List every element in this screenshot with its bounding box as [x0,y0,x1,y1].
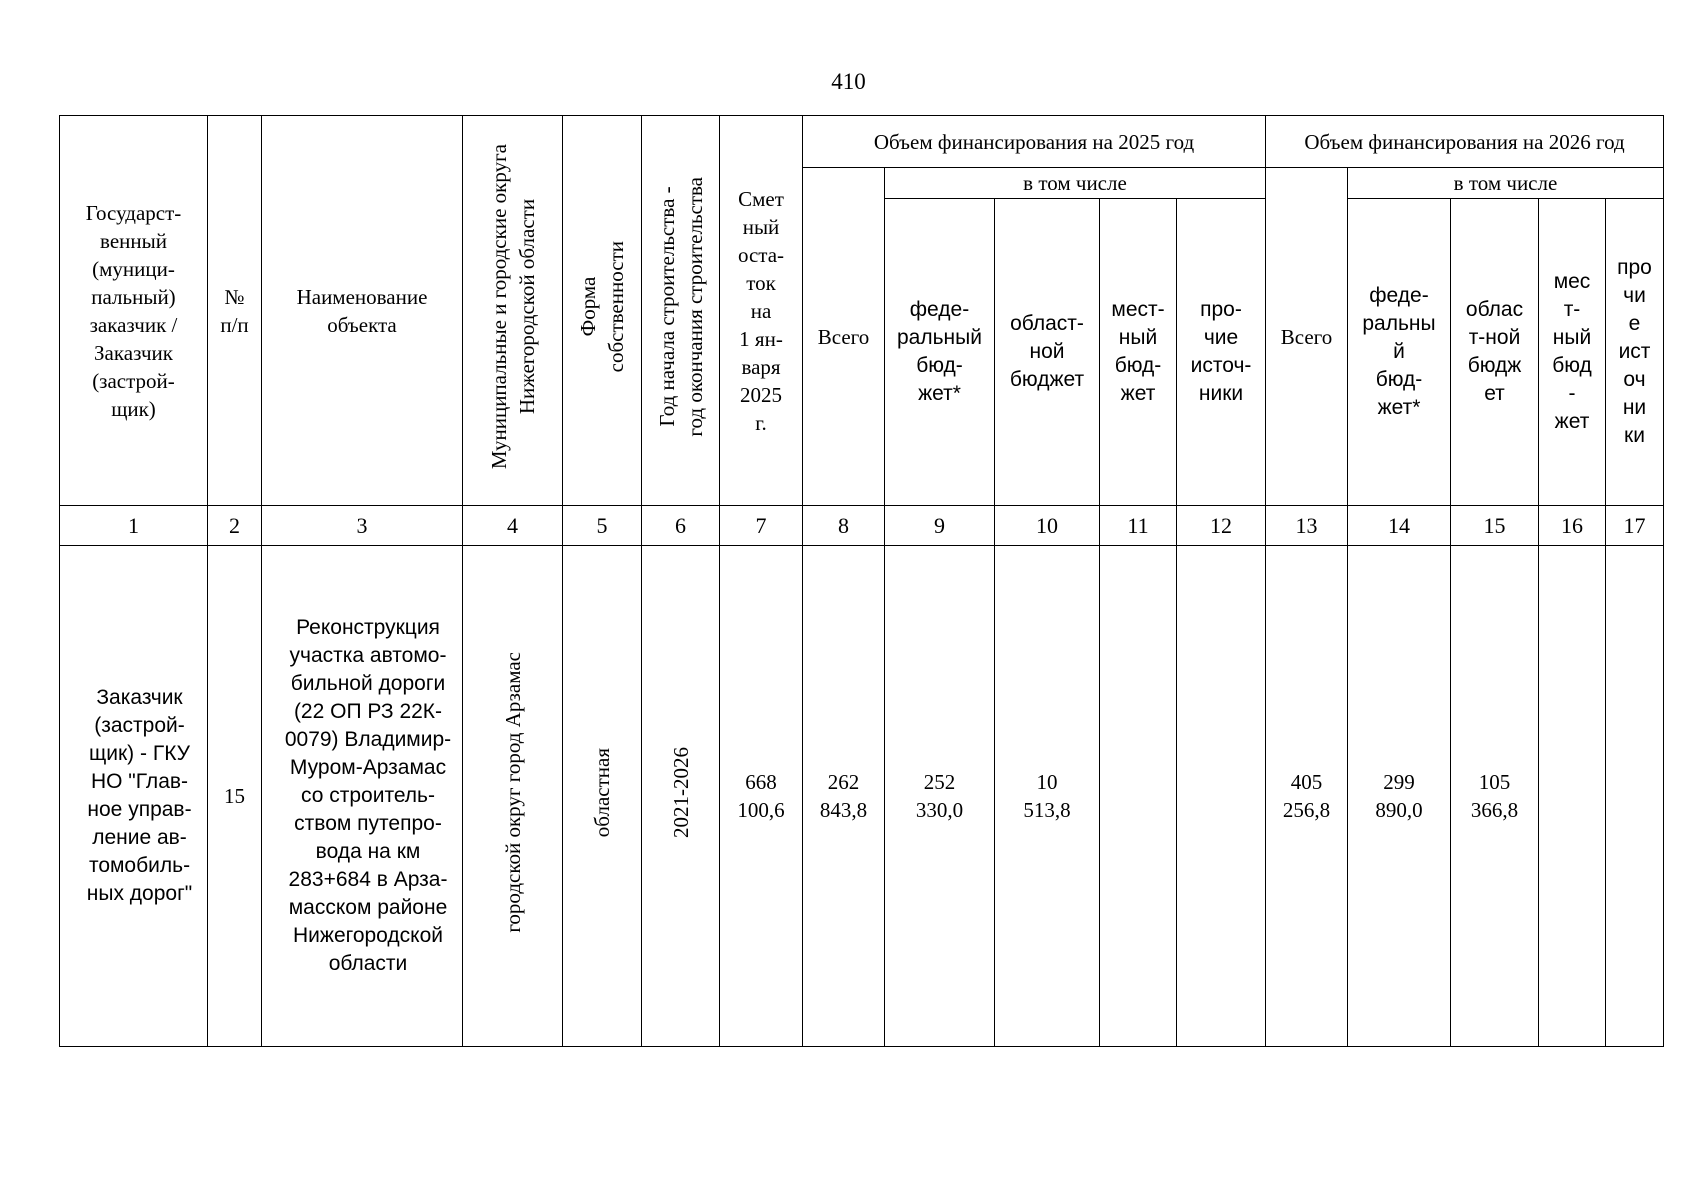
header-ownership: Форма собственности [576,241,628,373]
row-municipality-cell [463,546,563,1047]
column-number: 8 [803,506,885,546]
column-number-row [60,506,1664,546]
row-federal-2026: 299 890,0 [1348,546,1451,1047]
row-federal-2025: 252 330,0 [885,546,995,1047]
header-including-2026: в том числе [1348,168,1664,199]
header-local-2026: мес т- ный бюд - жет [1539,199,1606,506]
header-ownership-cell [563,116,642,506]
header-regional-2025: област- ной бюджет [995,199,1100,506]
row-ownership: областная [590,747,614,838]
column-number: 4 [463,506,563,546]
column-number: 11 [1100,506,1177,546]
row-local-2025 [1100,546,1177,1047]
page-number: 410 [831,69,866,94]
header-including-2025: в том числе [885,168,1266,199]
row-number: 15 [208,546,262,1047]
row-other-2026 [1606,546,1664,1047]
column-number: 12 [1177,506,1266,546]
header-other-2026: про чи е ист оч ни ки [1606,199,1664,506]
header-funding-2026: Объем финансирования на 2026 год [1266,116,1664,168]
row-municipality: городской округ город Арзамас [500,652,525,933]
header-municipality: Муниципальные и городские округа Нижегородской области [486,144,539,470]
column-number: 1 [60,506,208,546]
row-total-2025: 262 843,8 [803,546,885,1047]
header-federal-2025: феде- ральный бюд- жет* [885,199,995,506]
row-regional-2025: 10 513,8 [995,546,1100,1047]
header-municipality-cell [463,116,563,506]
column-number: 16 [1539,506,1606,546]
header-funding-2025: Объем финансирования на 2025 год [803,116,1266,168]
row-object-name: Реконструкция участка автомо- бильной дороги (22 ОП РЗ 22К- 0079) Владимир- Муром-Арзамас со строитель- ством путепро- вода на км 283+684 в Арза- масском районе Нижегородской области [262,546,463,1047]
column-number: 14 [1348,506,1451,546]
column-number: 2 [208,506,262,546]
column-number: 7 [720,506,803,546]
row-years: 2021-2026 [668,747,693,838]
header-years-cell [642,116,720,506]
column-number: 9 [885,506,995,546]
row-regional-2026: 105 366,8 [1451,546,1539,1047]
header-federal-2026: феде- ральны й бюд- жет* [1348,199,1451,506]
column-number: 3 [262,506,463,546]
header-balance: Смет ный оста- ток на 1 ян- варя 2025 г. [720,116,803,506]
row-local-2026 [1539,546,1606,1047]
row-balance: 668 100,6 [720,546,803,1047]
header-regional-2026: облас т-ной бюдж ет [1451,199,1539,506]
column-number: 10 [995,506,1100,546]
column-number: 17 [1606,506,1664,546]
header-local-2025: мест- ный бюд- жет [1100,199,1177,506]
header-other-2025: про- чие источ- ники [1177,199,1266,506]
row-customer: Заказчик (застрой- щик) - ГКУ НО "Глав- ное управ- ление ав- томобиль- ных дорог" [60,546,208,1047]
header-number: № п/п [208,116,262,506]
header-object-name: Наименование объекта [262,116,463,506]
row-ownership-cell [563,546,642,1047]
row-total-2026: 405 256,8 [1266,546,1348,1047]
row-years-cell [642,546,720,1047]
header-total-2026: Всего [1266,168,1348,506]
column-number: 13 [1266,506,1348,546]
row-other-2025 [1177,546,1266,1047]
header-customer: Государст- венный (муници- пальный) заказчик / Заказчик (застрой- щик) [60,116,208,506]
table-row [60,546,1664,1047]
funding-table [59,115,1664,1047]
column-number: 6 [642,506,720,546]
header-total-2025: Всего [803,168,885,506]
header-years: Год начала строительства - год окончания строительства [654,177,707,437]
column-number: 15 [1451,506,1539,546]
column-number: 5 [563,506,642,546]
